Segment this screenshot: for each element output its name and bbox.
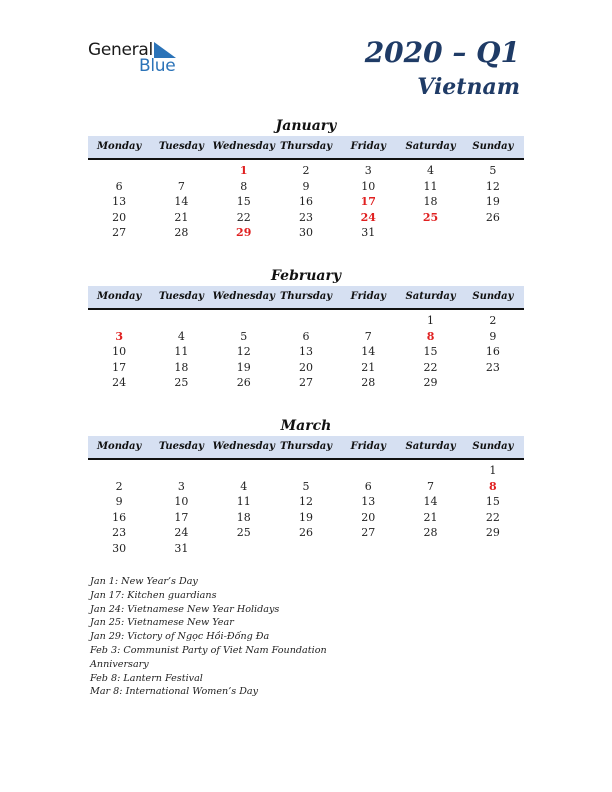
weekday-header: Wednesday [212,441,275,452]
day-cell [150,463,212,479]
day-cell: 15 [423,345,438,358]
day-cell: 15 [236,195,251,208]
day-cell: 8 [426,329,435,343]
weekday-header: Thursday [279,291,333,302]
day-cell: 27 [361,526,376,539]
day-cell: 5 [302,479,310,493]
day-cell: 28 [423,526,438,539]
weekday-header: Tuesday [158,291,204,302]
day-cell: 17 [174,510,189,524]
brand-word-general: General [88,40,153,60]
day-cell: 20 [112,210,127,224]
day-cell: 5 [489,164,497,177]
day-cell: 26 [485,210,500,224]
brand-logo [88,40,188,80]
day-cell: 10 [361,179,376,193]
day-cell: 19 [236,360,251,374]
day-cell: 21 [174,210,189,224]
holiday-note: Mar 8: International Women’s Day [90,686,259,698]
weekday-header-row [88,286,524,310]
day-cell: 17 [360,195,376,208]
weekday-header: Saturday [405,291,456,302]
day-cell: 11 [236,495,251,508]
day-cell: 14 [174,195,189,208]
weekday-header: Tuesday [158,441,204,452]
holiday-note: Jan 1: New Year’s Day [90,576,198,587]
weekday-header: Tuesday [158,141,204,152]
weekday-header-row [88,136,524,160]
day-cell: 15 [485,495,500,508]
weekday-header: Sunday [472,291,514,302]
day-cell: 25 [236,526,251,539]
day-cell: 3 [115,329,123,343]
day-cell: 11 [423,179,438,193]
brand-word-blue: Blue [139,56,176,76]
weekday-header: Thursday [279,141,333,152]
weekday-header: Friday [350,291,386,302]
day-cell: 10 [112,345,127,358]
week-row [88,525,524,541]
day-cell: 18 [236,510,251,524]
month-february [88,266,524,391]
weekday-header: Friday [350,441,386,452]
day-cell: 29 [236,226,252,239]
day-cell [462,225,524,241]
day-cell: 29 [423,376,438,389]
day-cell: 1 [427,314,435,327]
page-title: 2020 – Q1 [364,36,520,69]
day-cell [337,313,399,329]
day-cell: 25 [422,210,439,224]
day-cell [213,313,275,329]
day-cell: 21 [361,360,376,374]
day-cell: 18 [423,195,438,208]
month-name: February [270,268,341,284]
day-cell: 26 [236,376,251,389]
holiday-note: Anniversary [90,658,149,670]
month-january [88,116,524,241]
day-cell: 23 [112,526,127,539]
day-cell: 6 [115,179,123,193]
week-row [88,375,524,391]
holiday-note: Jan 24: Vietnamese New Year Holidays [90,603,280,615]
day-cell: 3 [177,479,185,493]
holiday-note: Jan 25: Vietnamese New Year [90,617,234,629]
month-march [88,416,524,556]
day-cell: 5 [240,329,248,343]
day-cell: 6 [302,329,310,343]
day-cell [213,463,275,479]
day-cell [88,313,150,329]
weekday-header: Wednesday [212,141,275,152]
day-cell: 12 [236,345,251,358]
day-cell: 4 [240,479,248,493]
day-cell [399,463,461,479]
day-cell: 29 [485,526,500,539]
week-row [88,313,524,329]
day-cell: 2 [115,479,123,493]
day-cell: 12 [485,179,500,193]
day-cell: 28 [174,226,189,239]
holiday-notes [90,575,370,699]
day-cell: 13 [361,495,376,508]
month-name: January [275,118,337,134]
day-cell: 2 [302,164,310,177]
day-cell: 23 [298,210,313,224]
week-row [88,494,524,510]
day-cell: 14 [423,495,438,508]
day-cell: 4 [177,329,185,343]
day-cell: 24 [360,210,376,224]
day-cell: 27 [112,226,127,239]
day-cell: 20 [298,360,313,374]
day-cell [399,225,461,241]
day-cell: 11 [174,345,189,358]
weekday-header: Sunday [472,441,514,452]
week-row [88,225,524,241]
week-row [88,479,524,495]
day-cell [88,163,150,179]
day-cell: 7 [364,329,372,343]
holiday-note: Jan 17: Kitchen guardians [90,589,217,601]
week-row [88,541,524,557]
week-row [88,210,524,226]
day-cell: 1 [239,164,248,177]
weekday-header: Sunday [472,141,514,152]
day-cell: 20 [361,510,376,524]
weekday-header-row [88,436,524,460]
weekday-header: Saturday [405,441,456,452]
day-cell [337,463,399,479]
day-cell: 1 [489,464,497,477]
day-cell [150,313,212,329]
day-cell: 30 [112,541,127,555]
weekday-header: Thursday [279,441,333,452]
weekday-header: Monday [96,141,142,152]
day-cell: 22 [236,210,251,224]
weekday-header: Monday [96,441,142,452]
day-cell [150,163,212,179]
week-row [88,360,524,376]
day-cell: 6 [364,479,372,493]
day-cell: 25 [174,376,189,389]
day-cell: 22 [423,360,438,374]
day-cell: 31 [174,541,189,555]
day-cell: 27 [298,376,313,389]
day-cell: 24 [174,526,189,539]
day-cell: 22 [485,510,500,524]
week-row [88,194,524,210]
day-cell: 13 [112,195,127,208]
day-cell: 16 [485,345,500,358]
day-cell [213,541,275,557]
weekday-header: Wednesday [212,291,275,302]
day-cell: 4 [427,164,435,177]
weekday-header: Friday [350,141,386,152]
day-cell: 9 [489,329,497,343]
day-cell [88,463,150,479]
day-cell: 26 [298,526,313,539]
day-cell [462,375,524,391]
day-cell: 8 [489,479,497,493]
day-cell: 14 [361,345,376,358]
day-cell: 28 [361,376,376,389]
day-cell: 24 [112,376,127,389]
day-cell [275,313,337,329]
day-cell [337,541,399,557]
week-row [88,510,524,526]
day-cell: 31 [361,226,376,239]
day-cell: 23 [485,360,500,374]
week-row [88,344,524,360]
day-cell: 18 [174,360,189,374]
day-cell: 30 [298,226,313,239]
week-row [88,179,524,195]
day-cell: 3 [364,164,372,177]
day-cell: 21 [423,510,438,524]
day-cell: 10 [174,495,189,508]
week-row [88,163,524,179]
holiday-note: Feb 8: Lantern Festival [90,672,203,684]
day-cell: 19 [485,195,500,208]
weekday-header: Monday [96,291,142,302]
day-cell: 7 [427,479,435,493]
weekday-header: Saturday [405,141,456,152]
day-cell: 19 [298,510,313,524]
day-cell: 16 [298,195,313,208]
holiday-note: Feb 3: Communist Party of Viet Nam Foundation [90,644,327,656]
week-row [88,329,524,345]
day-cell [462,541,524,557]
day-cell: 9 [302,179,310,193]
day-cell [399,541,461,557]
day-cell [275,541,337,557]
day-cell: 12 [298,495,313,508]
holiday-note: Jan 29: Victory of Ngọc Hồi-Đống Đa [90,631,270,643]
day-cell [275,463,337,479]
day-cell: 16 [112,510,127,524]
month-name: March [280,418,332,434]
day-cell: 8 [240,179,248,193]
country-name: Vietnam [417,74,520,100]
day-cell: 13 [298,345,313,358]
week-row [88,463,524,479]
day-cell: 17 [112,360,127,374]
day-cell: 7 [177,179,185,193]
day-cell: 9 [115,495,123,508]
day-cell: 2 [489,314,497,327]
